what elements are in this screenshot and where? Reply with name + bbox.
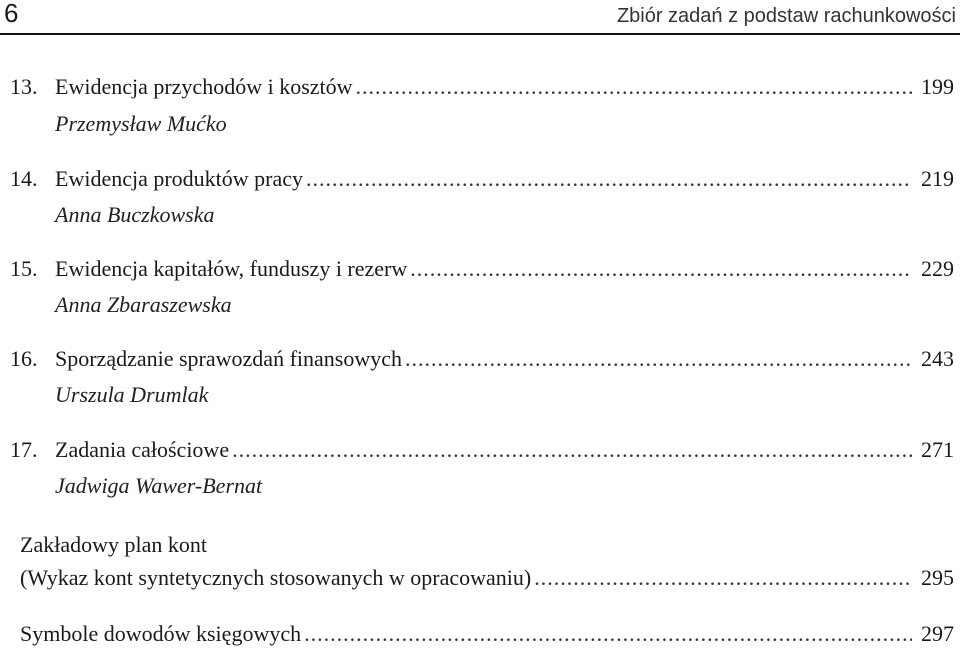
chapter-author: Anna Zbaraszewska xyxy=(55,292,232,317)
chapter-page: 219 xyxy=(921,166,954,191)
chapter-number: 15. xyxy=(10,256,38,281)
toc-entry-16[interactable] xyxy=(10,345,954,373)
chapter-number: 14. xyxy=(10,166,38,191)
symbols-title: Symbole dowodów księgowych xyxy=(20,621,302,646)
toc-entry-plan-kont[interactable] xyxy=(20,564,954,592)
page-number: 6 xyxy=(4,0,19,28)
chapter-title: Sporządzanie sprawozdań finansowych xyxy=(55,346,402,371)
toc-entry-14[interactable] xyxy=(10,165,954,193)
toc-entry-15[interactable] xyxy=(10,255,954,283)
chapter-author: Urszula Drumlak xyxy=(55,382,209,407)
dot-leader xyxy=(405,345,912,373)
chapter-page: 243 xyxy=(921,346,954,371)
appendix-heading: Zakładowy plan kont xyxy=(20,532,207,557)
chapter-title: Zadania całościowe xyxy=(55,437,230,462)
book-title: Zbiór zadań z podstaw rachunkowości xyxy=(616,5,956,27)
dot-leader xyxy=(304,620,912,648)
chapter-number: 17. xyxy=(10,437,38,462)
symbols-page: 297 xyxy=(921,621,954,646)
dot-leader xyxy=(534,564,912,592)
dot-leader xyxy=(232,436,912,464)
chapter-author: Jadwiga Wawer-Bernat xyxy=(55,473,263,498)
chapter-page: 199 xyxy=(921,74,954,99)
chapter-number: 16. xyxy=(10,346,38,371)
chapter-author: Anna Buczkowska xyxy=(55,202,215,227)
dot-leader xyxy=(356,73,912,101)
toc-entry-symbole[interactable] xyxy=(20,620,954,648)
toc-entry-13[interactable] xyxy=(10,73,954,101)
toc-entry-17[interactable] xyxy=(10,436,954,464)
dot-leader xyxy=(410,255,912,283)
header-rule xyxy=(0,33,960,35)
dot-leader xyxy=(306,165,912,193)
appendix-page: 295 xyxy=(921,565,954,590)
appendix-subtitle: (Wykaz kont syntetycznych stosowanych w opracowaniu) xyxy=(20,565,532,590)
chapter-author: Przemysław Mućko xyxy=(55,111,227,136)
page-header xyxy=(0,0,960,36)
chapter-title: Ewidencja przychodów i kosztów xyxy=(55,74,353,99)
chapter-page: 271 xyxy=(921,437,954,462)
chapter-title: Ewidencja kapitałów, funduszy i rezerw xyxy=(55,256,408,281)
chapter-title: Ewidencja produktów pracy xyxy=(55,166,304,191)
chapter-page: 229 xyxy=(921,256,954,281)
chapter-number: 13. xyxy=(10,74,38,99)
